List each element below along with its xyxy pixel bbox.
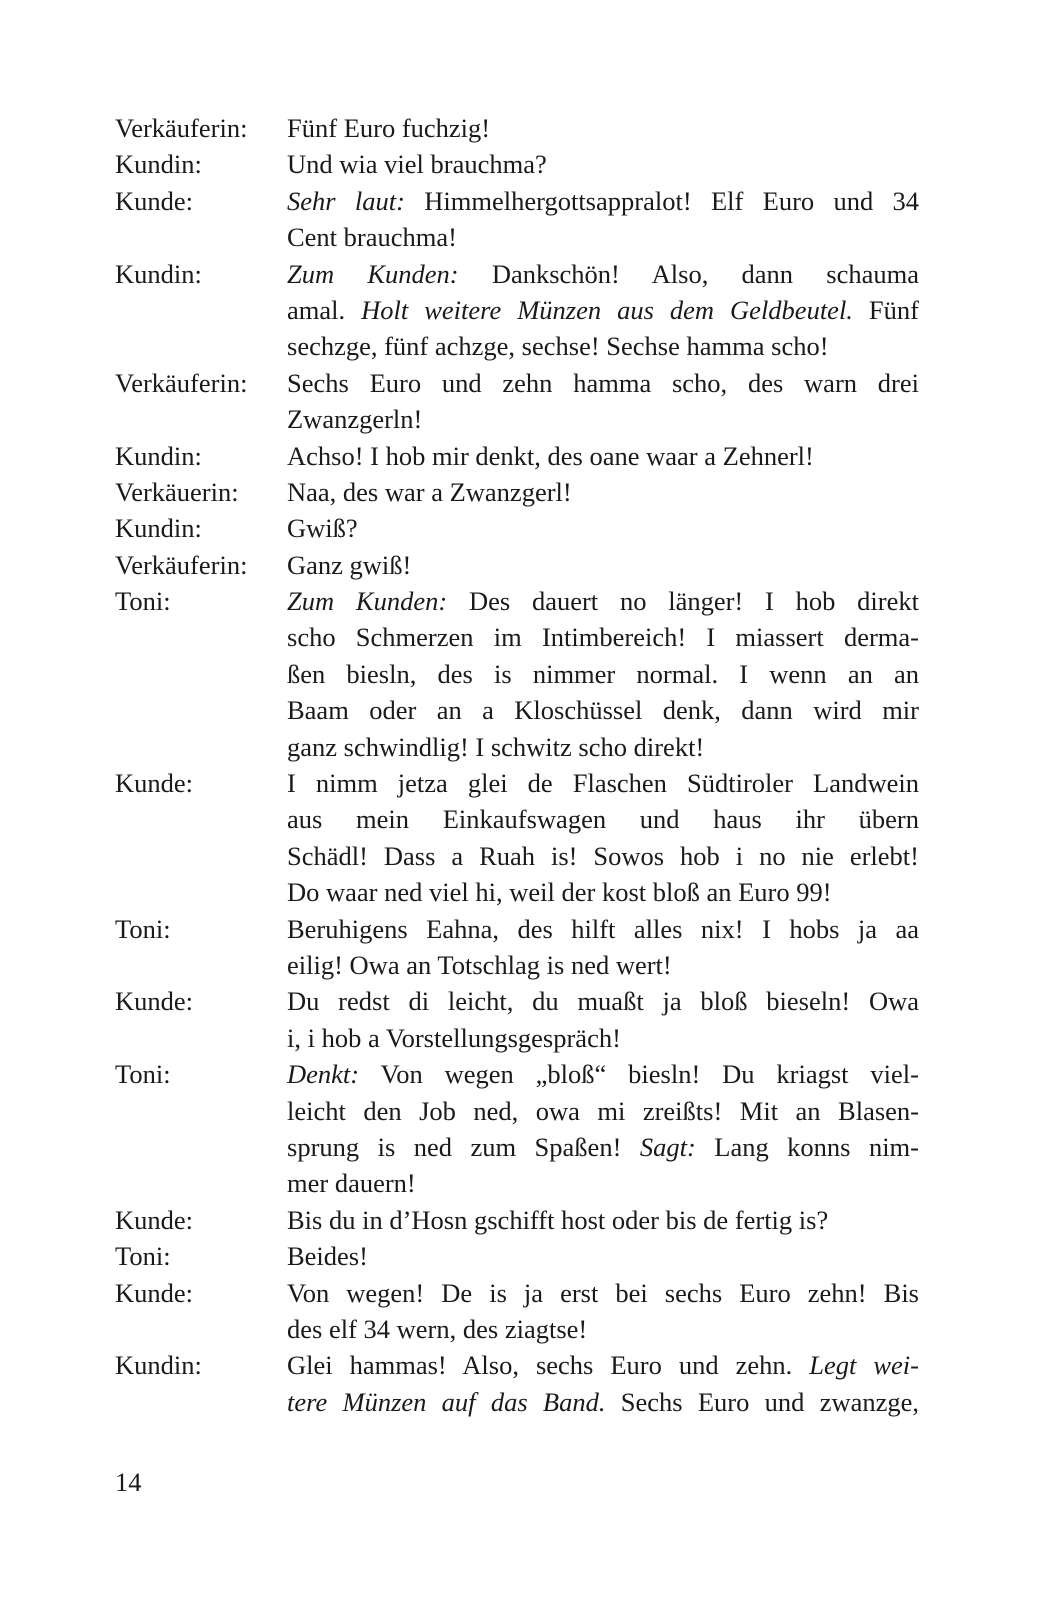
speech-segment: Ganz gwiß! (287, 549, 412, 580)
speech-segment: Von wegen „bloß“ biesln! Du kriagst viel- (359, 1059, 919, 1090)
dialogue-line (115, 947, 920, 983)
dialogue-line (115, 365, 920, 401)
dialogue-line (115, 729, 920, 765)
dialogue-line (115, 656, 920, 692)
speaker-name: Kundin: (115, 440, 202, 471)
speech-segment: ßen biesln, des is nimmer normal. I wenn an an (287, 658, 919, 689)
stage-direction: Holt weitere Münzen aus dem Geldbeutel. (361, 294, 853, 325)
speech-text (287, 911, 919, 947)
speech-text (287, 1129, 919, 1165)
speech-text (287, 983, 919, 1019)
speech-text (287, 365, 919, 401)
speaker-name: Verkäuerin: (115, 476, 239, 507)
stage-direction: Legt wei- (809, 1350, 919, 1381)
dialogue-line (115, 292, 920, 328)
stage-direction: tere Münzen auf das Band. (287, 1386, 606, 1417)
dialogue-line (115, 183, 920, 219)
dialogue-line (115, 765, 920, 801)
speaker-name: Kundin: (115, 513, 202, 544)
speaker-name: Kunde: (115, 1277, 194, 1308)
dialogue-line (115, 1056, 920, 1092)
speech-segment: Baam oder an a Kloschüssel denk, dann wird mir (287, 695, 919, 726)
speaker-name: Verkäuferin: (115, 113, 248, 143)
speaker-name: Kunde: (115, 185, 194, 216)
dialogue-line (115, 1347, 920, 1383)
speech-text (287, 1020, 919, 1056)
speaker-name: Kunde: (115, 768, 194, 799)
speech-segment: Glei hammas! Also, sechs Euro und zehn. (287, 1350, 810, 1381)
speech-segment: Von wegen! De is ja erst bei sechs Euro zehn! Bis (287, 1277, 919, 1308)
speech-text (287, 328, 919, 364)
dialogue-line (115, 110, 920, 146)
speech-segment: Bis du in d’Hosn gschifft host oder bis de fertig is? (287, 1204, 829, 1235)
speech-segment: Und wia viel brauchma? (287, 149, 547, 180)
speech-text (287, 1093, 919, 1129)
speech-text (287, 256, 919, 292)
speech-segment: leicht den Job ned, owa mi zreißts! Mit an Blasen- (287, 1095, 919, 1126)
speech-segment: ganz schwindlig! I schwitz scho direkt! (287, 731, 705, 762)
speech-text (287, 801, 919, 837)
dialogue-line (115, 474, 920, 510)
speech-segment: Schädl! Dass a Ruah is! Sowos hob i no nie erlebt! (287, 840, 919, 871)
speech-segment: Sechs Euro und zwanzge, (605, 1386, 919, 1417)
speech-text (287, 656, 919, 692)
speech-text (287, 1311, 919, 1347)
stage-direction: Zum Kunden: (287, 258, 459, 289)
dialogue (115, 110, 920, 1420)
speech-text (287, 474, 919, 510)
speaker-name: Toni: (115, 1059, 171, 1090)
stage-direction: Sehr laut: (287, 185, 405, 216)
dialogue-line (115, 146, 920, 182)
speaker-name: Kundin: (115, 149, 202, 180)
speech-segment: eilig! Owa an Totschlag is ned wert! (287, 949, 672, 980)
speech-text (287, 947, 919, 983)
speech-segment: Beides! (287, 1241, 368, 1272)
speech-text (287, 146, 919, 182)
speaker-name: Toni: (115, 1241, 171, 1272)
speech-text (287, 183, 919, 219)
speech-segment: Lang konns nim- (695, 1131, 919, 1162)
speech-text (287, 619, 919, 655)
speech-segment: I nimm jetza glei de Flaschen Südtiroler Landwein (287, 768, 919, 799)
dialogue-line (115, 583, 920, 619)
speech-segment: Du redst di leicht, du muaßt ja bloß bieseln! Owa (287, 986, 919, 1017)
speech-text (287, 583, 919, 619)
dialogue-line (115, 1384, 920, 1420)
dialogue-line (115, 838, 920, 874)
dialogue-line (115, 692, 920, 728)
speaker-name: Verkäuferin: (115, 549, 248, 580)
speech-text (287, 510, 919, 546)
dialogue-line (115, 1129, 920, 1165)
speech-text (287, 219, 919, 255)
dialogue-line (115, 1311, 920, 1347)
page-number: 14 (115, 1467, 142, 1497)
dialogue-line (115, 983, 920, 1019)
speaker-name: Kunde: (115, 986, 194, 1017)
dialogue-line (115, 1275, 920, 1311)
speech-segment: amal. (287, 294, 362, 325)
speech-segment: Gwiß? (287, 513, 358, 544)
speech-segment: Himmelhergottsappralot! Elf Euro und 34 (404, 185, 920, 216)
speech-segment: sechzge, fünf achzge, sechse! Sechse hamma scho! (287, 331, 829, 362)
speaker-name: Kundin: (115, 258, 202, 289)
dialogue-line (115, 510, 920, 546)
speech-segment: Fünf (852, 294, 919, 325)
dialogue-line (115, 256, 920, 292)
dialogue-line (115, 1020, 920, 1056)
speaker-name: Verkäuferin: (115, 367, 248, 398)
speech-segment: Zwanzgerln! (287, 404, 423, 435)
speech-text (287, 1165, 919, 1201)
speech-text (287, 401, 919, 437)
dialogue-line (115, 401, 920, 437)
speaker-name: Kundin: (115, 1350, 202, 1381)
speech-segment: i, i hob a Vorstellungsgespräch! (287, 1022, 621, 1053)
speech-segment: des elf 34 wern, des ziagtse! (287, 1313, 588, 1344)
speech-text (287, 292, 919, 328)
speech-text (287, 838, 919, 874)
speech-text (287, 1384, 919, 1420)
speech-text (287, 547, 919, 583)
speech-segment: sprung is ned zum Spaßen! (287, 1131, 640, 1162)
dialogue-line (115, 911, 920, 947)
speaker-name: Toni: (115, 586, 171, 617)
speech-segment: Do waar ned viel hi, weil der kost bloß an Euro 99! (287, 877, 832, 908)
speech-text (287, 765, 919, 801)
speech-text (287, 438, 919, 474)
speech-segment: Beruhigens Eahna, des hilft alles nix! I hobs ja aa (287, 913, 919, 944)
dialogue-line (115, 619, 920, 655)
speech-segment: Des dauert no länger! I hob direkt (447, 586, 919, 617)
speech-text (287, 1056, 919, 1092)
speech-segment: Achso! I hob mir denkt, des oane waar a Zehnerl! (287, 440, 814, 471)
stage-direction: Denkt: (287, 1059, 360, 1090)
speech-segment: Sechs Euro und zehn hamma scho, des warn drei (287, 367, 919, 398)
speech-text (287, 1202, 919, 1238)
speech-text (287, 874, 919, 910)
speaker-name: Toni: (115, 913, 171, 944)
speech-text (287, 729, 919, 765)
speech-segment: Cent brauchma! (287, 222, 457, 253)
speech-segment: Dankschön! Also, dann schauma (458, 258, 919, 289)
speech-text (287, 1275, 919, 1311)
speech-text (287, 1238, 919, 1274)
dialogue-line (115, 801, 920, 837)
speech-segment: Fünf Euro fuchzig! (287, 113, 491, 143)
dialogue-line (115, 874, 920, 910)
speech-segment: aus mein Einkaufswagen und haus ihr übern (287, 804, 919, 835)
speech-text (287, 1347, 919, 1383)
speech-text (287, 110, 919, 146)
dialogue-line (115, 438, 920, 474)
speech-segment: mer dauern! (287, 1168, 416, 1199)
dialogue-line (115, 1093, 920, 1129)
dialogue-line (115, 328, 920, 364)
dialogue-line (115, 1165, 920, 1201)
speech-segment: scho Schmerzen im Intimbereich! I miassert derma- (287, 622, 919, 653)
dialogue-line (115, 1202, 920, 1238)
dialogue-line (115, 547, 920, 583)
stage-direction: Sagt: (639, 1131, 696, 1162)
speaker-name: Kunde: (115, 1204, 194, 1235)
dialogue-line (115, 219, 920, 255)
speech-text (287, 692, 919, 728)
dialogue-line (115, 1238, 920, 1274)
stage-direction: Zum Kunden: (287, 586, 448, 617)
speech-segment: Naa, des war a Zwanzgerl! (287, 476, 572, 507)
